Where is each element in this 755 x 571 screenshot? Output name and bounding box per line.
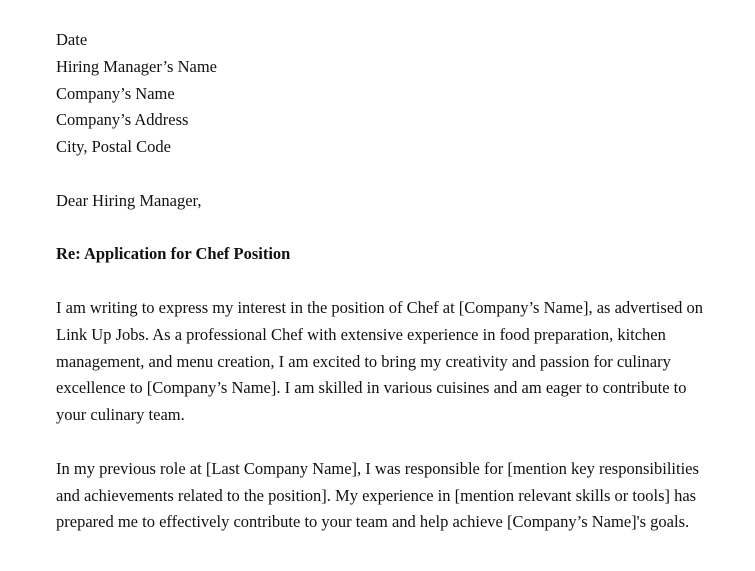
date-line: Date <box>56 30 88 49</box>
body-paragraph-2: In my previous role at [Last Company Name], I was responsible for [mention key responsibilities and achievements related to the position]. My experience in [mention relevant skills or tools] has prepared me to effectively contribute to your team and help achieve [Company’s Name]'s goals. <box>56 458 699 532</box>
body-paragraph-1: I am writing to express my interest in the position of Chef at [Company’s Name], as advertised on Link Up Jobs. As a professional Chef with extensive experience in food preparation, kitchen management, and menu creation, I am excited to bring my creativity and passion for culinary excellence to [Company’s Name]. I am skilled in various cuisines and am eager to contribute to your culinary team. <box>56 297 704 425</box>
spacer <box>56 215 706 242</box>
company-name-line: Company’s Name <box>56 83 175 103</box>
salutation: Dear Hiring Manager, <box>56 190 202 210</box>
spacer <box>56 161 706 188</box>
city-postal-line: City, Postal Code <box>56 137 171 157</box>
spacer <box>56 268 706 295</box>
letter-document <box>56 27 706 536</box>
subject-line: Re: Application for Chef Position <box>56 244 291 264</box>
letter-header <box>56 27 706 161</box>
company-address-line: Company’s Address <box>56 110 189 130</box>
hiring-manager-name-line: Hiring Manager’s Name <box>56 56 217 76</box>
spacer <box>56 429 706 456</box>
